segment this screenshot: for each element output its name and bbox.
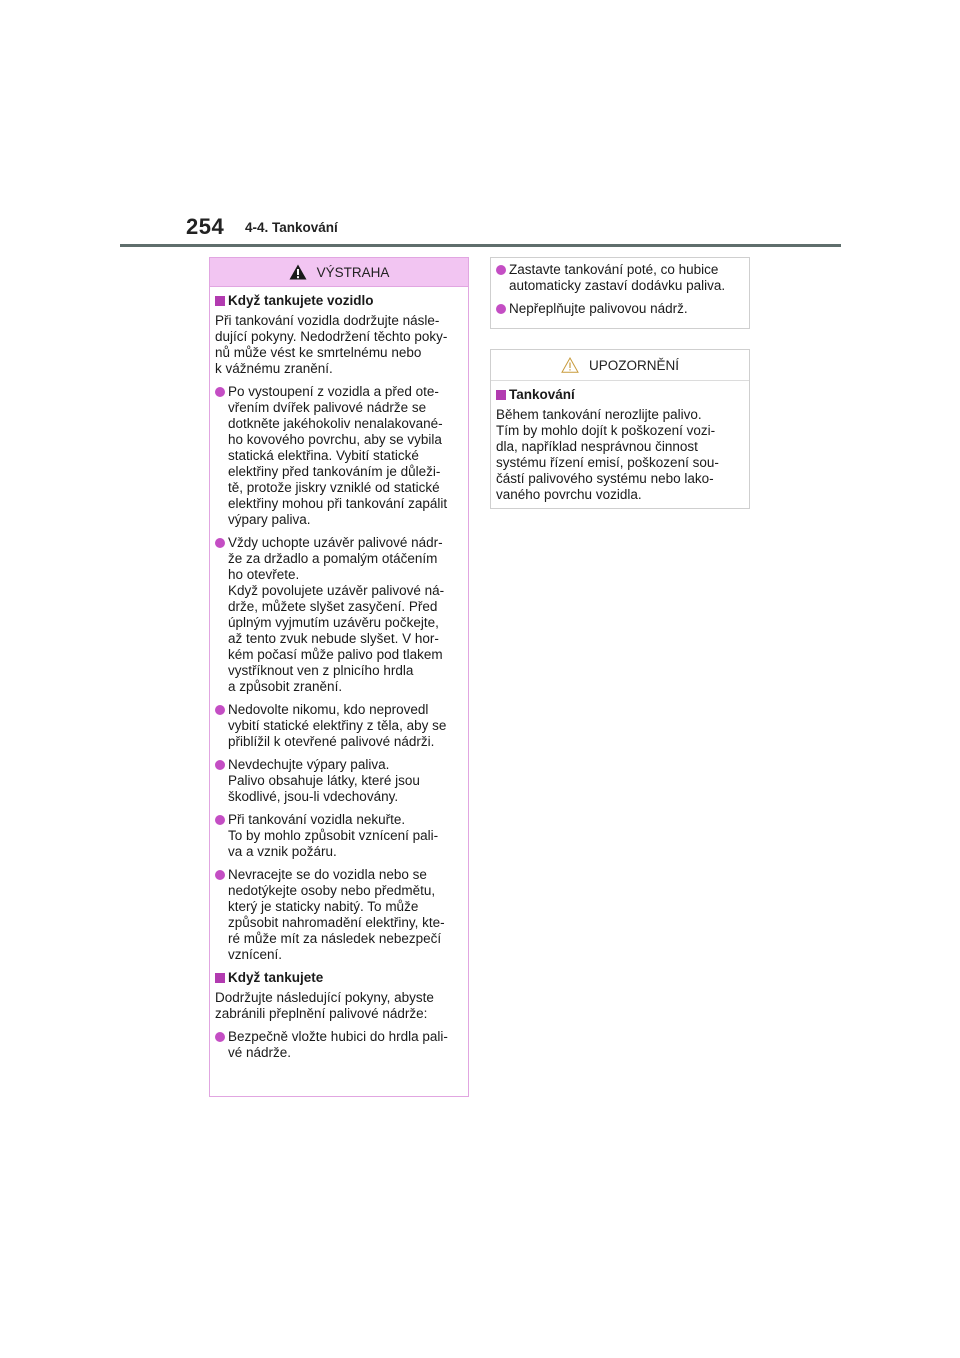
square-bullet-icon — [496, 390, 506, 400]
round-bullet-icon — [215, 705, 225, 715]
round-bullet-icon — [496, 265, 506, 275]
list-item: Při tankování vozidla nekuřte. To by mohlo způsobit vznícení pali- va a vznik požáru. — [215, 812, 463, 860]
round-bullet-icon — [215, 815, 225, 825]
warning-title: VÝSTRAHA — [316, 264, 390, 280]
warning-body — [210, 287, 468, 1061]
caution-triangle-icon — [561, 357, 579, 373]
warning-heading-refuel-vehicle: Když tankujete vozidlo — [215, 293, 463, 309]
warning-heading-refueling: Když tankujete — [215, 970, 463, 986]
list-item: Nevracejte se do vozidla nebo se nedotýkejte osoby nebo předmětu, který je staticky nabitý. To může způsobit nahromadění elektřiny, kte- ré může mít za následek nebezpečí vznícení. — [215, 867, 463, 963]
square-bullet-icon — [215, 296, 225, 306]
warning-triangle-icon — [289, 264, 307, 280]
round-bullet-icon — [215, 760, 225, 770]
list-item: Vždy uchopte uzávěr palivové nádr- že za držadlo a pomalým otáčením ho otevřete. Když povolujete uzávěr palivové ná- drže, můžete slyšet zasyčení. Před úplným vyjmutím uzávěru počkejte, až tento zvuk nebude slyšet. V hor- kém počasí může palivo pod tlakem vystříknout ven z plnicího hrdla a způsobit zranění. — [215, 535, 463, 695]
list-item: Zastavte tankování poté, co hubice automaticky zastaví dodávku paliva. — [496, 262, 744, 294]
caution-box — [490, 349, 750, 509]
caution-heading: Tankování — [496, 387, 744, 403]
warning-box — [209, 257, 469, 1097]
section-title: 4-4. Tankování — [245, 220, 338, 235]
caution-body — [491, 381, 749, 503]
continuation-body — [491, 258, 749, 317]
list-item: Po vystoupení z vozidla a před ote- vřením dvířek palivové nádrže se dotkněte jakéhokoliv nenalakované- ho kovového povrchu, aby se vybila statická elektřina. Vybití statické elektřiny před tankováním je důleži- tě, protože jiskry vzniklé od statické elektřiny mohou při tankování zapálit výpary paliva. — [215, 384, 463, 528]
round-bullet-icon — [215, 870, 225, 880]
header-rule — [120, 244, 841, 247]
round-bullet-icon — [215, 1032, 225, 1042]
list-item: Nepřeplňujte palivovou nádrž. — [496, 301, 744, 317]
round-bullet-icon — [215, 387, 225, 397]
list-item: Nedovolte nikomu, kdo neprovedl vybití statické elektřiny z těla, aby se přiblížil k otevřené palivové nádrži. — [215, 702, 463, 750]
warning-box-header — [210, 258, 468, 287]
list-item: Bezpečně vložte hubici do hrdla pali- vé nádrže. — [215, 1029, 463, 1061]
warning-continuation-box — [490, 257, 750, 329]
caution-text: Během tankování nerozlijte palivo. Tím by mohlo dojít k poškození vozi- dla, například nesprávnou činnost systému řízení emisí, poškození sou- částí palivového systému nebo lako- vaného povrchu vozidla. — [496, 407, 719, 502]
round-bullet-icon — [496, 304, 506, 314]
round-bullet-icon — [215, 538, 225, 548]
warning-intro-2: Dodržujte následující pokyny, abyste zabránili přeplnění palivové nádrže: — [215, 990, 434, 1021]
caution-box-header — [491, 350, 749, 381]
list-item: Nevdechujte výpary paliva. Palivo obsahuje látky, které jsou škodlivé, jsou-li vdechovány. — [215, 757, 463, 805]
square-bullet-icon — [215, 973, 225, 983]
caution-title: UPOZORNĚNÍ — [588, 357, 679, 373]
warning-intro: Při tankování vozidla dodržujte násle- dující pokyny. Nedodržení těchto poky- nů může vést ke smrtelnému nebo k vážnému zranění. — [215, 313, 448, 376]
page-number: 254 — [186, 214, 225, 239]
